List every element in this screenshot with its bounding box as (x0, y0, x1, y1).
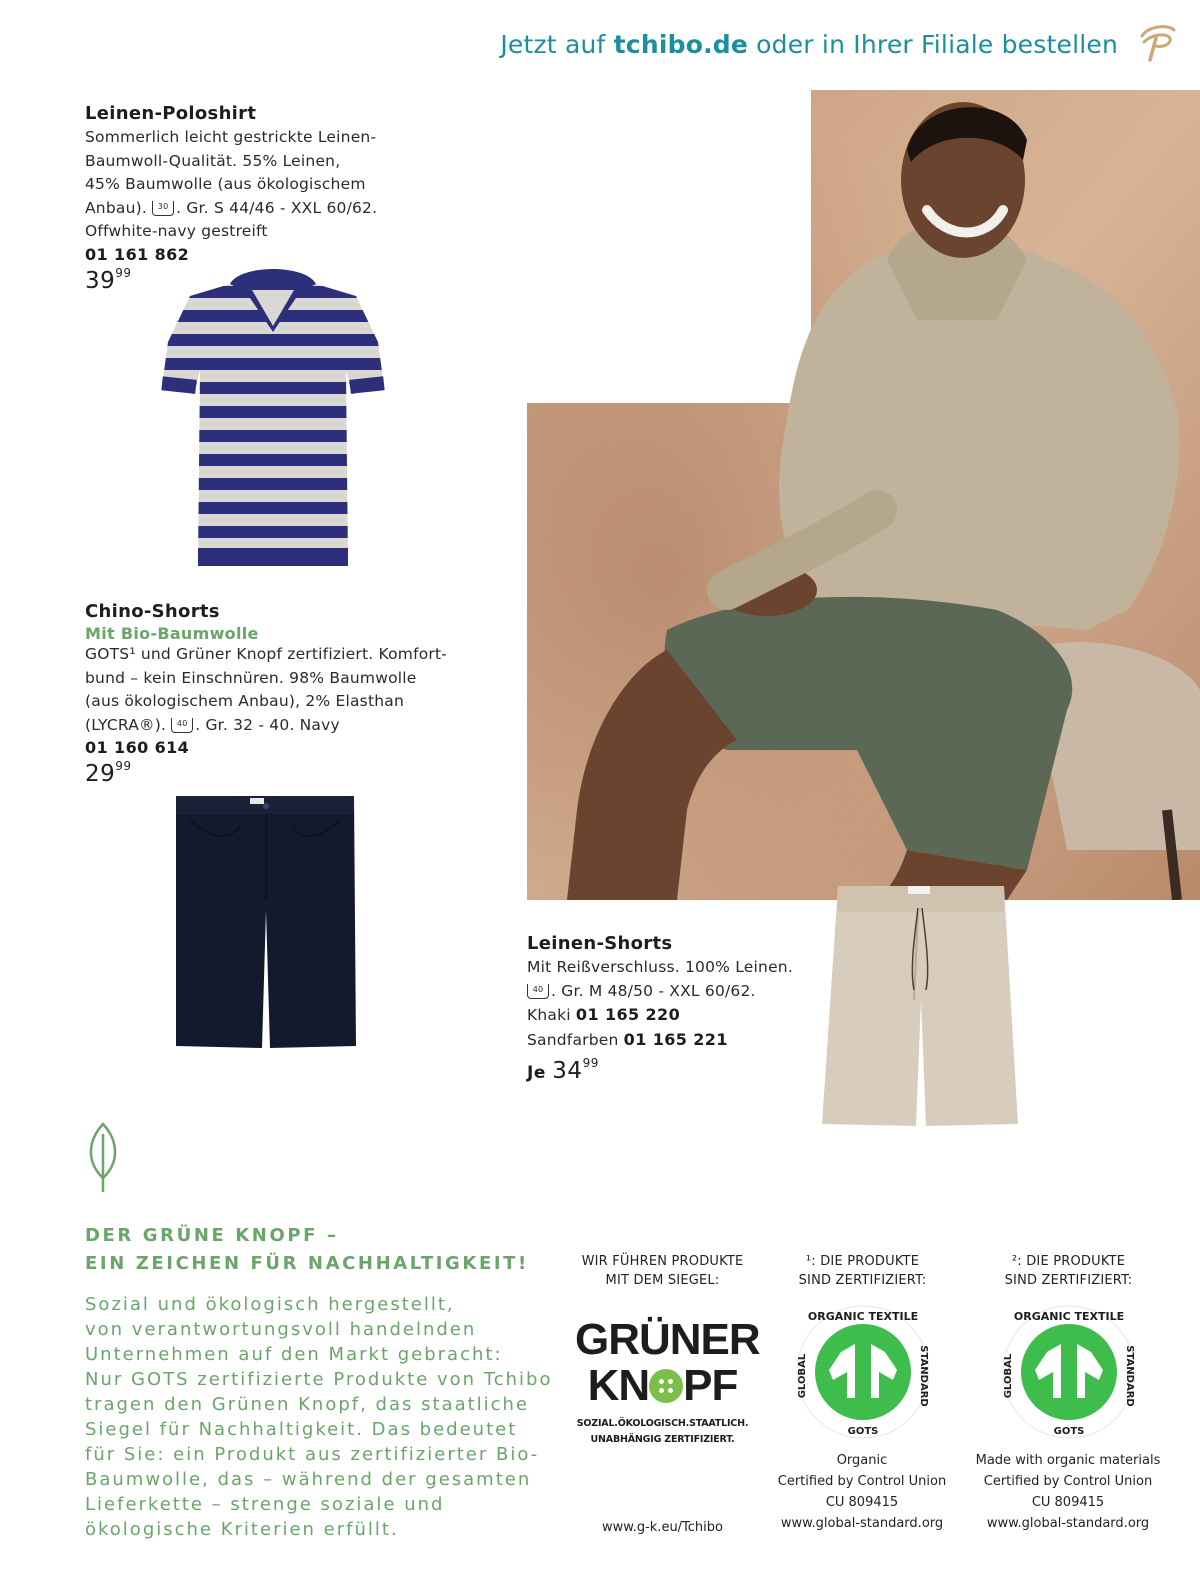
model-photo (527, 90, 1200, 900)
price: $29^{99}$ (85, 759, 132, 787)
site-link[interactable]: tchibo.de (613, 30, 749, 59)
section-heading: DER GRÜNE KNOPF – EIN ZEICHEN FÜR NACHHALTIGKEIT! (85, 1225, 529, 1274)
desc-line: Mit Reißverschluss. 100% Leinen. (527, 958, 793, 976)
product-subtitle: Mit Bio-Baumwolle (85, 624, 259, 643)
desc-line: Anbau). 30 . Gr. S 44/46 - XXL 60/62. (85, 198, 378, 217)
article-number: 01 160 614 (85, 738, 190, 757)
ring-bottom-text: GOTS (847, 1426, 878, 1437)
sand-linen-shorts-image (818, 880, 1024, 1130)
ring-bottom-text: GOTS (1053, 1426, 1084, 1437)
desc-line: (aus ökologischem Anbau), 2% Elasthan (85, 692, 404, 710)
button-icon (649, 1369, 683, 1403)
navy-chino-shorts-image (170, 790, 360, 1052)
cert-heading: ¹: DIE PRODUKTE SIND ZERTIFIZIERT: (798, 1254, 927, 1288)
order-hint-prefix: Jetzt auf (500, 30, 614, 59)
product-title: Leinen-Poloshirt (85, 103, 257, 124)
gruener-knopf-logo: GRÜNER KN PF SOZIAL.ÖKOLOGISCH.STAATLICH. UNABHÄNGIG ZERTIFIZIERT. (575, 1315, 760, 1445)
article-number: 01 165 221 (623, 1029, 728, 1049)
desc-line: 45% Baumwolle (aus ökologischem (85, 175, 366, 193)
price: $39^{99}$ (85, 265, 132, 294)
article-number: 01 161 862 (85, 244, 190, 264)
cert-footer: Made with organic materials Certified by Control Union CU 809415 www.global-standard.org (968, 1450, 1168, 1534)
gots-url[interactable]: www.global-standard.org (780, 1516, 944, 1531)
article-number: 01 165 220 (575, 1005, 681, 1024)
leaf-icon (82, 1120, 124, 1194)
product-title: Chino-Shorts (85, 601, 220, 622)
ring-left-text: GLOBAL (1002, 1353, 1014, 1399)
section-body: Sozial und ökologisch hergestellt, von verantwortungsvoll handelnden Unternehmen auf den Markt gebracht: Nur GOTS zertifizierte Produkte von Tchibo tragen den Grünen Knopf, das staatliche Siegel für Nachhaltigkeit. Das bedeutet für Sie: ein Produkt aus zertifizierter Bio- Baumwolle, das – während der gesamten Lieferkette – strenge soziale und ökologische Kriterien erfüllt. (85, 1294, 553, 1540)
ring-right-text: STANDARD (917, 1345, 929, 1407)
ring-right-text: STANDARD (1123, 1345, 1135, 1407)
order-hint (500, 30, 1118, 59)
desc-line: GOTS¹ und Grüner Knopf zertifiziert. Komfort- (85, 645, 448, 663)
price: Je $34^{99}$ (527, 1056, 599, 1084)
variant-sand: Sandfarben 01 165 221 (527, 1029, 728, 1049)
wash-icon: 40 (171, 718, 193, 733)
cert-heading: WIR FÜHREN PRODUKTE MIT DEM SIEGEL: (581, 1254, 744, 1288)
ring-left-text: GLOBAL (796, 1353, 808, 1399)
desc-line: 40 . Gr. M 48/50 - XXL 60/62. (527, 980, 817, 1004)
order-hint-suffix: oder in Ihrer Filiale bestellen (748, 30, 1118, 59)
cert-gots-1 (770, 1252, 955, 1442)
gots-logo-icon (999, 1302, 1139, 1442)
cert-gruener-knopf (575, 1252, 760, 1448)
cert-footer: Organic Certified by Control Union CU 809415 www.global-standard.org (762, 1450, 962, 1534)
desc-line: Sommerlich leicht gestrickte Leinen- (85, 128, 377, 146)
product-chino (85, 601, 525, 787)
tchibo-logo-icon (1134, 20, 1178, 64)
cert-heading: ²: DIE PRODUKTE SIND ZERTIFIZIERT: (1004, 1254, 1133, 1288)
wash-icon: 40 (527, 984, 549, 999)
product-description (85, 126, 485, 244)
product-description (527, 956, 817, 1052)
striped-polo-image (160, 262, 386, 570)
product-title: Leinen-Shorts (527, 933, 673, 954)
green-button-section (85, 1222, 575, 1542)
cert-gots-2 (976, 1252, 1161, 1442)
product-description (85, 643, 525, 737)
wash-icon: 30 (152, 201, 174, 216)
variant-khaki: Khaki 01 165 220 (527, 1005, 681, 1024)
desc-line: Offwhite-navy gestreift (85, 222, 268, 240)
gk-url[interactable]: www.g-k.eu/Tchibo (602, 1520, 723, 1535)
ring-top-text: ORGANIC TEXTILE (807, 1310, 918, 1323)
gots-url[interactable]: www.global-standard.org (986, 1516, 1150, 1531)
desc-line: bund – kein Einschnüren. 98% Baumwolle (85, 668, 417, 687)
desc-line: Baumwoll-Qualität. 55% Leinen, (85, 151, 341, 170)
ring-top-text: ORGANIC TEXTILE (1013, 1310, 1124, 1323)
product-linen-shorts (527, 933, 817, 1084)
desc-line: (LYCRA®). 40 . Gr. 32 - 40. Navy (85, 715, 340, 734)
gots-logo-icon (793, 1302, 933, 1442)
